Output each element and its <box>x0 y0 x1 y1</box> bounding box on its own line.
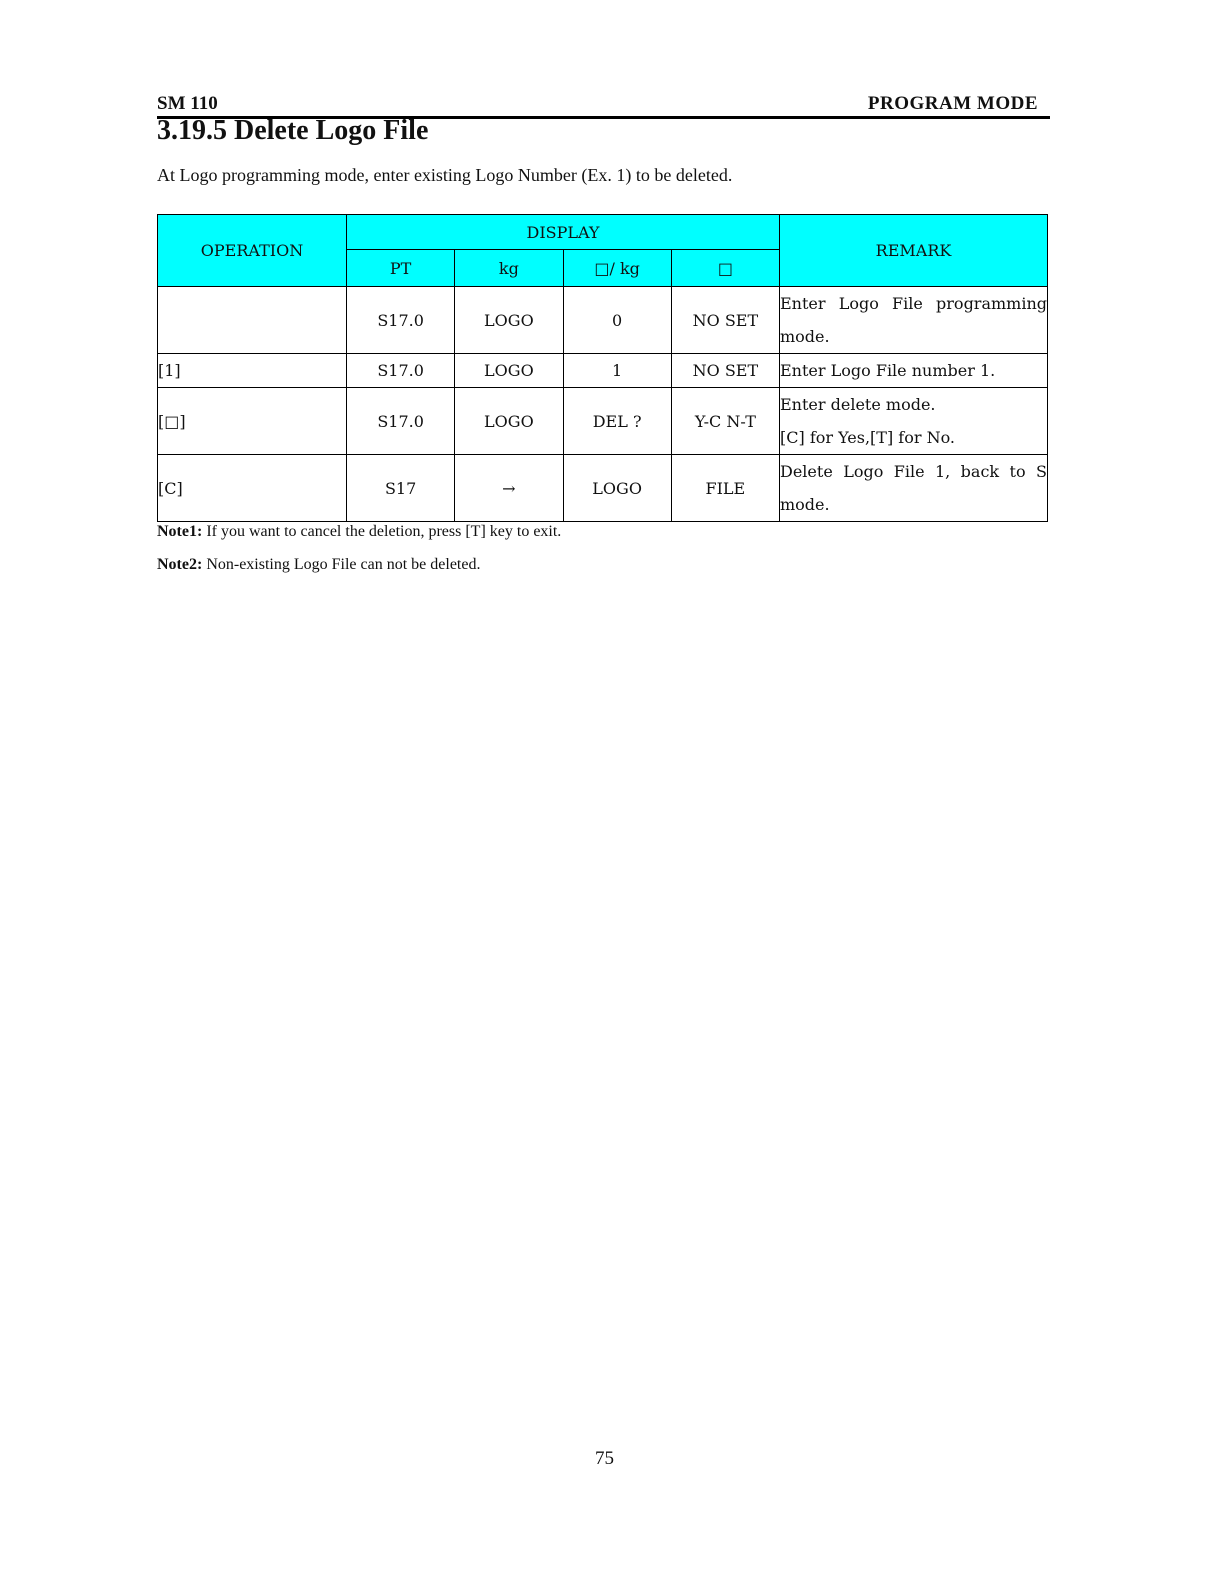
header-price: □ <box>671 250 779 287</box>
header-operation: OPERATION <box>158 215 347 287</box>
cell-pt: S17.0 <box>347 388 455 455</box>
header-kg: kg <box>455 250 563 287</box>
cell-pt: S17.0 <box>347 354 455 388</box>
cell-price: Y-C N-T <box>671 388 779 455</box>
table-row <box>158 388 1048 455</box>
cell-kg: → <box>455 455 563 522</box>
header-model: SM 110 <box>157 93 218 114</box>
cell-operation: [C] <box>158 455 347 522</box>
cell-pt: S17 <box>347 455 455 522</box>
cell-operation: [□] <box>158 388 347 455</box>
note-text: If you want to cancel the deletion, press [T] key to exit. <box>202 523 562 540</box>
table-row <box>158 455 1048 522</box>
table-row <box>158 287 1048 354</box>
remark-line: [C] for Yes,[T] for No. <box>780 428 956 447</box>
cell-operation: [1] <box>158 354 347 388</box>
header-display: DISPLAY <box>347 215 780 250</box>
cell-pt: S17.0 <box>347 287 455 354</box>
cell-price: FILE <box>671 455 779 522</box>
header-remark: REMARK <box>780 215 1048 287</box>
remark-line: Enter delete mode. <box>780 395 936 414</box>
table-row <box>158 354 1048 388</box>
cell-remark: Enter Logo File programming mode. <box>780 287 1048 354</box>
header-per-kg: □/ kg <box>563 250 671 287</box>
header-pt: PT <box>347 250 455 287</box>
cell-remark <box>780 388 1048 455</box>
cell-remark: Enter Logo File number 1. <box>780 354 1048 388</box>
cell-per-kg: 1 <box>563 354 671 388</box>
table-header-row <box>158 215 1048 250</box>
note-1 <box>157 523 561 541</box>
cell-price: NO SET <box>671 287 779 354</box>
note-label: Note2: <box>157 556 203 573</box>
cell-per-kg: 0 <box>563 287 671 354</box>
cell-operation <box>158 287 347 354</box>
cell-per-kg: DEL ? <box>563 388 671 455</box>
intro-text: At Logo programming mode, enter existing Logo Number (Ex. 1) to be deleted. <box>157 165 733 185</box>
header-section: PROGRAM MODE <box>867 93 1038 114</box>
cell-per-kg: LOGO <box>563 455 671 522</box>
cell-kg: LOGO <box>455 287 563 354</box>
note-label: Note1: <box>157 523 203 540</box>
cell-price: NO SET <box>671 354 779 388</box>
operation-table <box>157 214 1048 522</box>
note-2 <box>157 556 480 574</box>
page-number: 75 <box>595 1448 614 1469</box>
cell-remark: Delete Logo File 1, back to S mode. <box>780 455 1048 522</box>
section-title: 3.19.5 Delete Logo File <box>157 115 429 146</box>
cell-kg: LOGO <box>455 388 563 455</box>
cell-kg: LOGO <box>455 354 563 388</box>
note-text: Non-existing Logo File can not be deleted. <box>202 556 481 573</box>
